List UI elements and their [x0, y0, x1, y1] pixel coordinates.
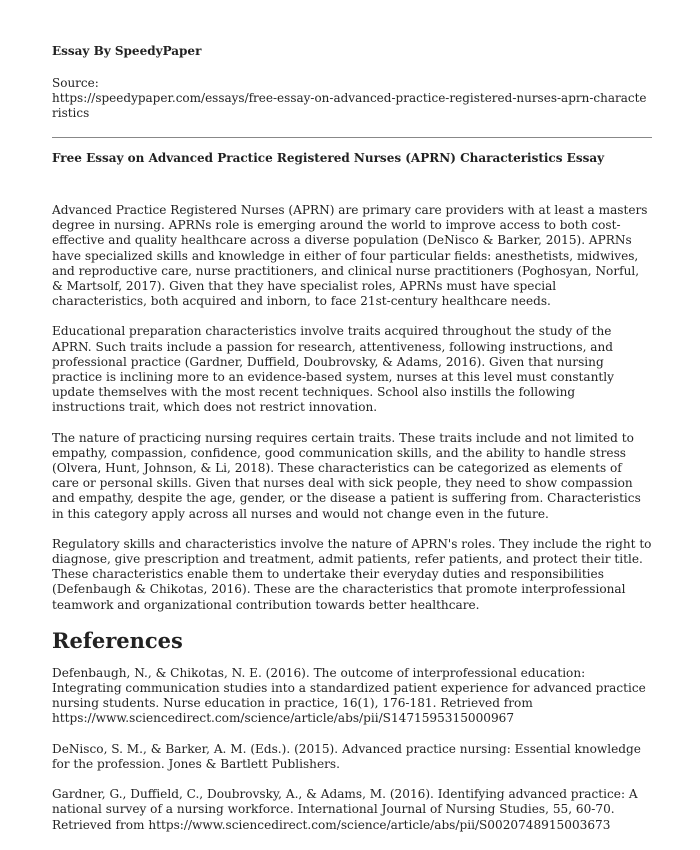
reference-item: Defenbaugh, N., & Chikotas, N. E. (2016). The outcome of interprofessional education: Integrating communication studies into a standardized patient experience for advanced practice nursing students. Nurse education in practice, 16(1), 176-181. Retrieved from https://www.sciencedirect.com/science/article/abs/pii/S1471595315000967: [52, 665, 646, 726]
source-url[interactable]: https://speedypaper.com/essays/free-essay-on-advanced-practice-registered-nurses-aprn-characteristics: [52, 91, 647, 120]
header-divider: [52, 137, 652, 138]
essay-body: [52, 203, 652, 848]
source-label: Source:: [52, 76, 99, 90]
essay-paragraph: Advanced Practice Registered Nurses (APRN) are primary care providers with at least a masters degree in nursing. APRNs role is emerging around the world to improve access to both cost-effective and quality healthcare across a diverse population (DeNisco & Barker, 2015). APRNs have specialized skills and knowledge in either of four particular fields: anesthetists, midwives, and reproductive care, nurse practitioners, and clinical nurse practitioners (Poghosyan, Norful, & Martsolf, 2017). Given that they have specialist roles, APRNs must have special characteristics, both acquired and inborn, to face 21st-century healthcare needs.: [52, 203, 648, 309]
essay-by-heading: Essay By SpeedyPaper: [52, 44, 202, 58]
essay-title: Free Essay on Advanced Practice Registered Nurses (APRN) Characteristics Essay: [52, 151, 605, 165]
reference-item: DeNisco, S. M., & Barker, A. M. (Eds.). (2015). Advanced practice nursing: Essential knowledge for the profession. Jones & Bartlett Publishers.: [52, 741, 641, 771]
essay-paragraph: The nature of practicing nursing requires certain traits. These traits include and not limited to empathy, compassion, confidence, good communication skills, and the ability to handle stress (Olvera, Hunt, Johnson, & Li, 2018). These characteristics can be categorized as elements of care or personal skills. Given that nurses deal with sick people, they need to show compassion and empathy, despite the age, gender, or the disease a patient is suffering from. Characteristics in this category apply across all nurses and would not change even in the future.: [52, 430, 641, 521]
reference-item: Gardner, G., Duffield, C., Doubrovsky, A., & Adams, M. (2016). Identifying advanced practice: A national survey of a nursing workforce. International Journal of Nursing Studies, 55, 60-70. Retrieved from https://www.sciencedirect.com/science/article/abs/pii/S0020748915003673: [52, 787, 638, 832]
essay-paragraph: Educational preparation characteristics involve traits acquired throughout the study of the APRN. Such traits include a passion for research, attentiveness, following instructions, and professional practice (Gardner, Duffield, Doubrovsky, & Adams, 2016). Given that nursing practice is inclining more to an evidence-based system, nurses at this level must constantly update themselves with the most recent techniques. School also instills the following instructions trait, which does not restrict innovation.: [52, 324, 614, 415]
references-heading: References: [52, 627, 183, 653]
essay-paragraph: Regulatory skills and characteristics involve the nature of APRN's roles. They include the right to diagnose, give prescription and treatment, admit patients, refer patients, and protect their title. These characteristics enable them to undertake their everyday duties and responsibilities (Defenbaugh & Chikotas, 2016). These are the characteristics that promote interprofessional teamwork and organizational contribution towards better healthcare.: [52, 536, 652, 612]
